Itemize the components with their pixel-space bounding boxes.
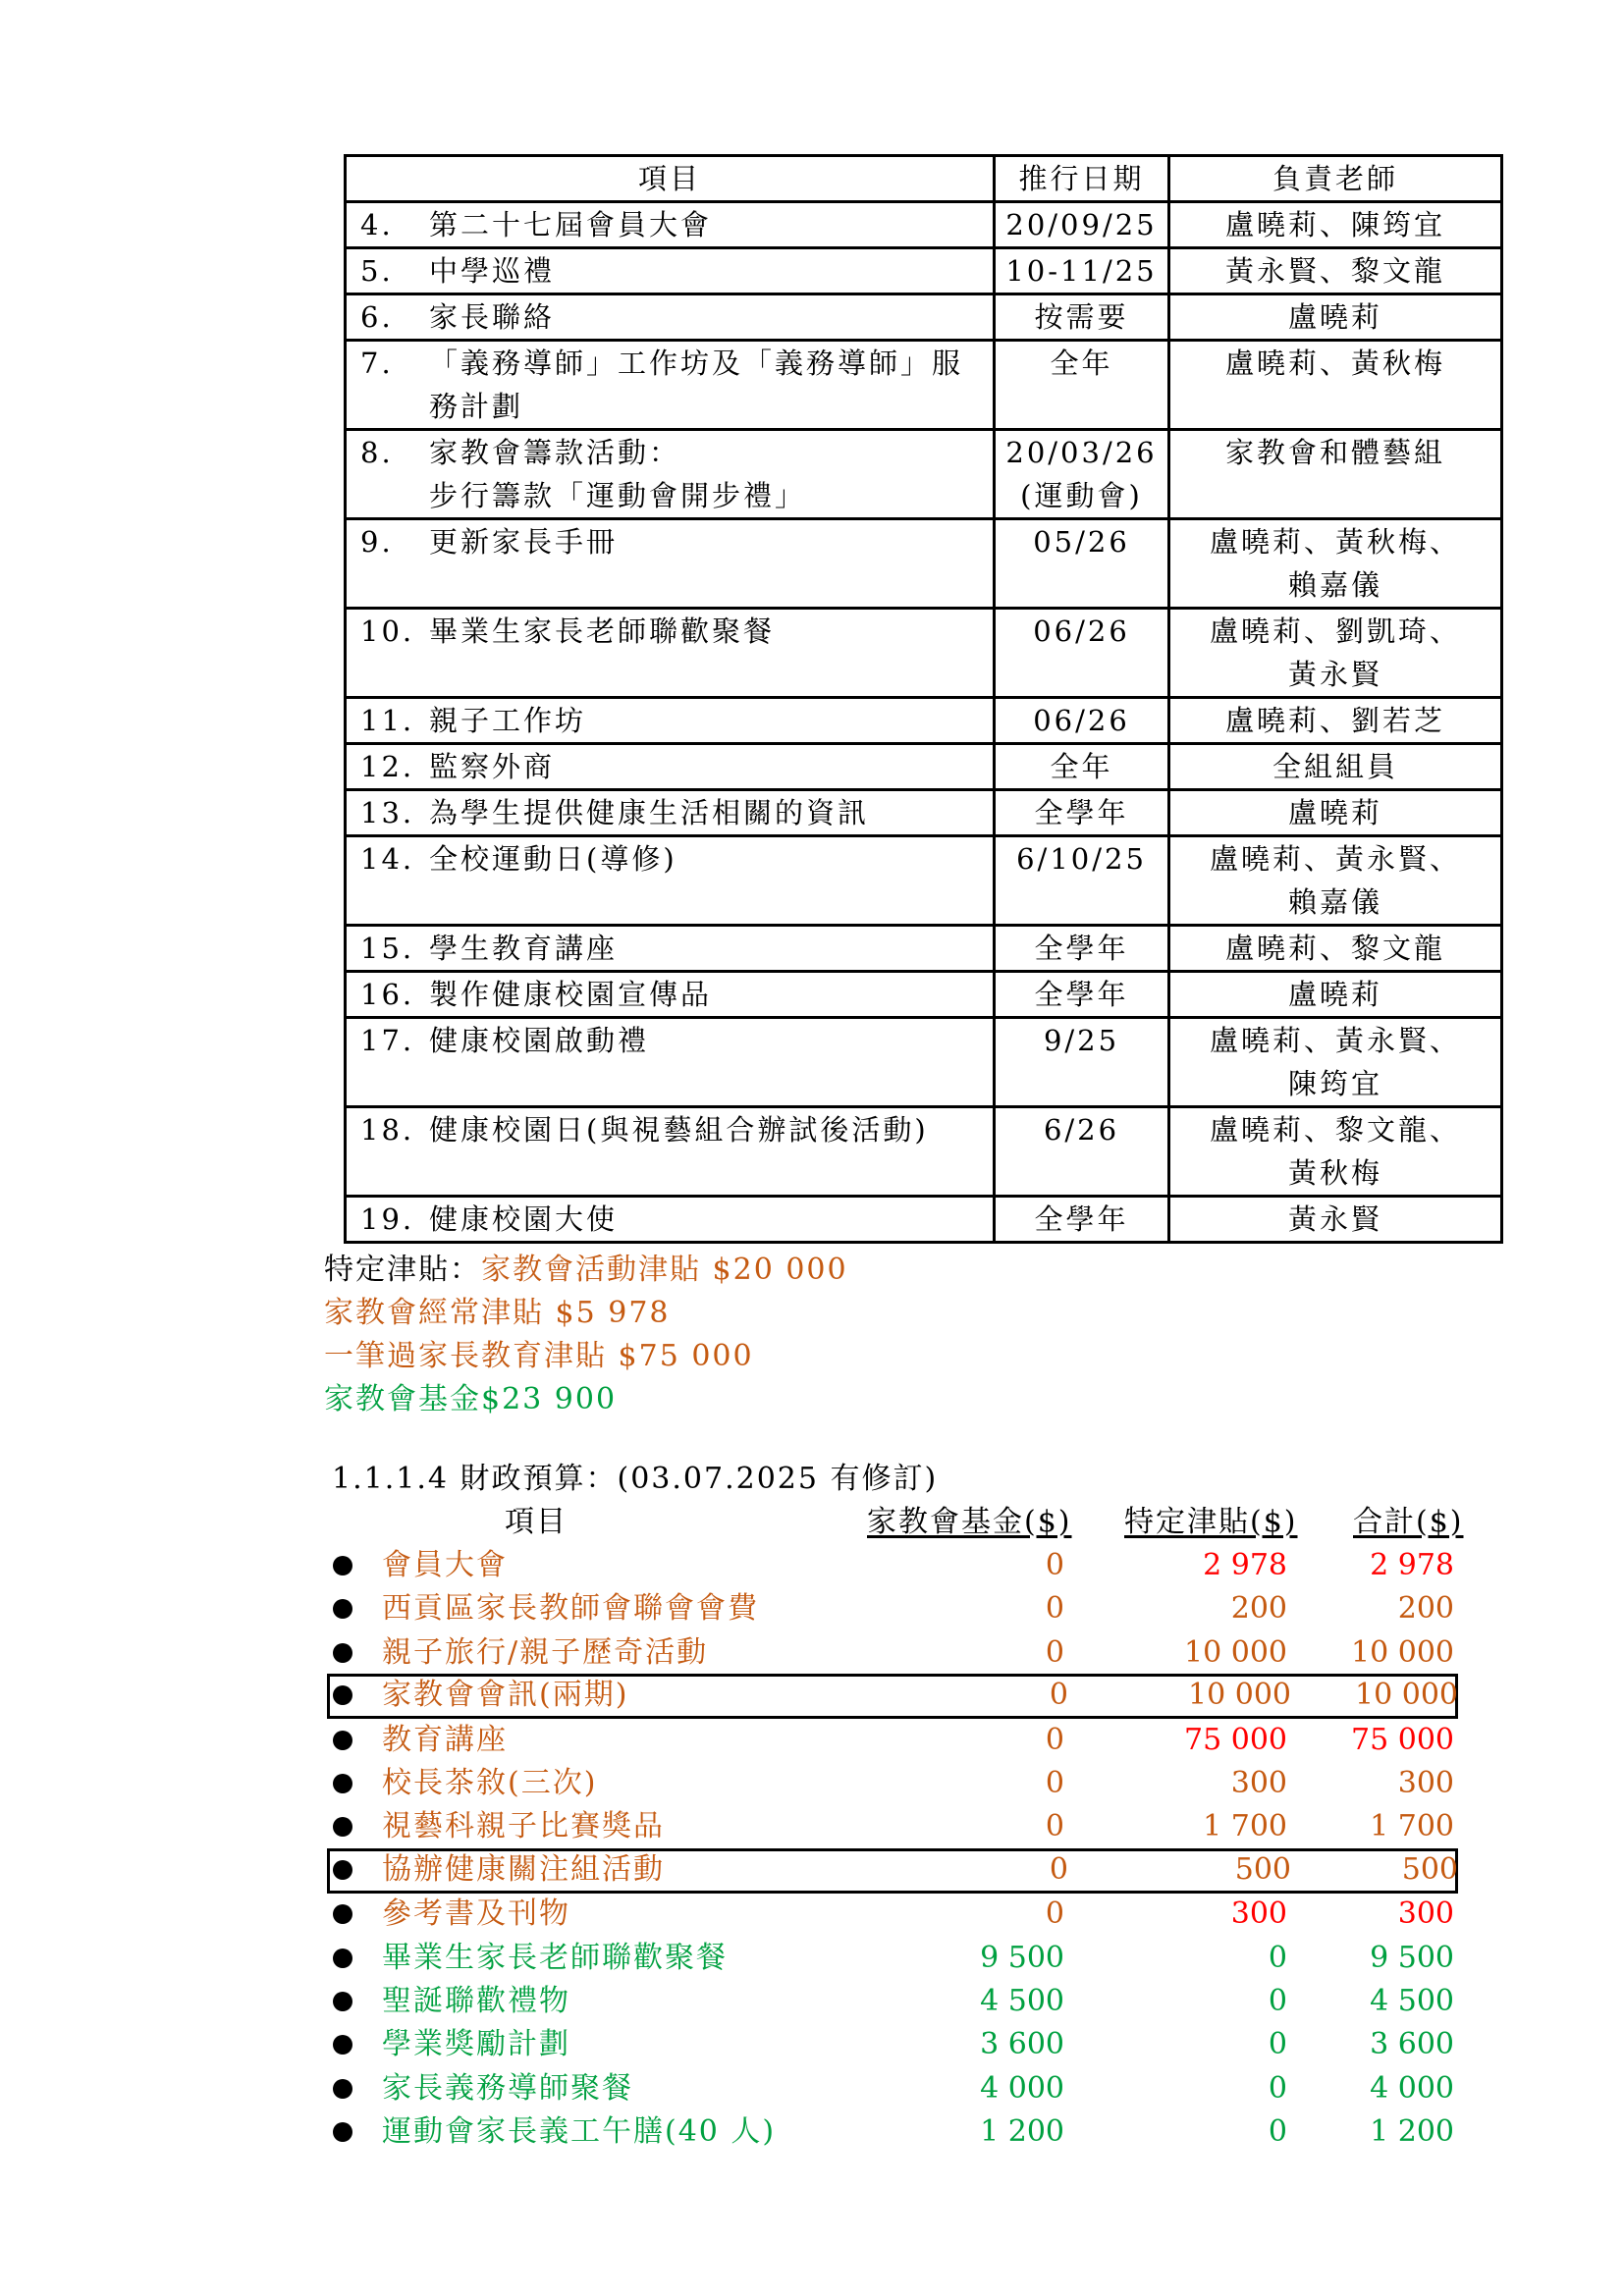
- schedule-teacher-line: 賴嘉儀: [1287, 568, 1382, 602]
- budget-item-name: 運動會家長義工午膳(40 人): [382, 2114, 777, 2150]
- budget-row: [327, 1719, 1454, 1762]
- bullet-icon: [333, 1860, 352, 1880]
- schedule-item-line: 健康校園日(與視藝組合辦試後活動): [429, 1113, 929, 1147]
- budget-subsidy-value: 10 000: [1188, 1678, 1291, 1713]
- schedule-item-cell: [346, 519, 995, 609]
- schedule-teacher-cell: [1169, 519, 1502, 609]
- budget-item-name: 參考書及刊物: [382, 1896, 570, 1932]
- budget-fund-value: 0: [1045, 1634, 1064, 1670]
- budget-row: [327, 1762, 1454, 1805]
- schedule-item-line: 步行籌款「運動會開步禮」: [429, 479, 807, 512]
- schedule-item-line: 製作健康校園宣傳品: [429, 978, 713, 1011]
- budget-row: [327, 1893, 1454, 1936]
- budget-fund-value: 4 000: [980, 2070, 1064, 2106]
- schedule-item-number: 12.: [360, 750, 415, 783]
- schedule-item-line: 健康校園啟動禮: [429, 1024, 650, 1057]
- schedule-item-line: 為學生提供健康生活相關的資訊: [429, 796, 870, 829]
- budget-row: [327, 2023, 1454, 2066]
- schedule-teacher-cell: [1169, 1107, 1502, 1197]
- bullet-icon: [333, 1599, 352, 1619]
- subsidy-pta-activity: 家教會活動津貼 $20 000: [481, 1253, 848, 1287]
- schedule-item-desc: [429, 203, 993, 246]
- schedule-teacher-cell: [1169, 202, 1502, 248]
- schedule-row: [346, 248, 1502, 294]
- budget-subsidy-value: 0: [1268, 2070, 1287, 2106]
- schedule-teacher-line: 賴嘉儀: [1287, 885, 1382, 919]
- schedule-date-line: 20/03/26: [1005, 436, 1158, 469]
- schedule-teacher-line: 盧曉莉、黎文龍、: [1209, 1113, 1461, 1147]
- schedule-item-number: 15.: [360, 932, 415, 965]
- schedule-date-line: 06/26: [1033, 704, 1130, 737]
- budget-fund-value: 0: [1045, 1548, 1064, 1582]
- budget-row: [327, 2067, 1454, 2110]
- budget-subsidy-value: 0: [1268, 1984, 1287, 2018]
- schedule-teacher-line: 盧曉莉: [1287, 978, 1382, 1011]
- budget-row: [327, 1937, 1454, 1980]
- schedule-teacher-line: 盧曉莉、黃永賢、: [1209, 842, 1461, 876]
- budget-item-name: 畢業生家長老師聯歡聚餐: [382, 1940, 728, 1975]
- budget-col-fund: 家教會基金($): [867, 1505, 1072, 1539]
- schedule-teacher-cell: [1169, 972, 1502, 1018]
- budget-fund-value: 0: [1049, 1851, 1068, 1887]
- budget-col-subsidy: 特定津貼($): [1124, 1505, 1298, 1539]
- budget-heading: 1.1.1.4 財政預算：(03.07.2025 有修訂): [332, 1462, 939, 1496]
- schedule-teacher-line: 盧曉莉、劉凱琦、: [1209, 614, 1461, 648]
- budget-item-name: 學業獎勵計劃: [382, 2027, 570, 2062]
- schedule-item-line: 親子工作坊: [429, 704, 587, 737]
- schedule-item-line: 家教會籌款活動：: [429, 436, 681, 469]
- budget-total-value: 4 500: [1370, 1984, 1454, 2018]
- budget-row: [327, 1805, 1454, 1848]
- schedule-row: [346, 698, 1502, 744]
- schedule-date-cell: [995, 609, 1169, 698]
- schedule-teacher-line: 盧曉莉、陳筠宜: [1224, 208, 1445, 241]
- schedule-item-number: 16.: [360, 978, 415, 1011]
- bullet-icon: [333, 1817, 352, 1837]
- budget-subsidy-value: 0: [1268, 1940, 1287, 1975]
- schedule-row: [346, 430, 1502, 519]
- schedule-item-desc: [429, 431, 993, 517]
- schedule-teacher-cell: [1169, 698, 1502, 744]
- schedule-teacher-line: 盧曉莉、黎文龍: [1224, 932, 1445, 965]
- schedule-date-line: 全年: [1050, 750, 1113, 783]
- schedule-item-line: 健康校園大使: [429, 1202, 619, 1236]
- schedule-teacher-cell: [1169, 926, 1502, 972]
- budget-total-value: 10 000: [1351, 1634, 1454, 1670]
- schedule-item-number: 17.: [360, 1024, 415, 1057]
- schedule-item-line: 更新家長手冊: [429, 525, 619, 559]
- budget-total-value: 1 700: [1370, 1809, 1454, 1844]
- schedule-teacher-cell: [1169, 1018, 1502, 1107]
- schedule-item-line: 務計劃: [429, 390, 524, 423]
- schedule-row: [346, 294, 1502, 341]
- subsidy-list: [324, 1249, 848, 1421]
- budget-row: [327, 1587, 1454, 1630]
- schedule-item-cell: [346, 926, 995, 972]
- schedule-item-cell: [346, 294, 995, 341]
- schedule-item-desc: [429, 791, 993, 834]
- schedule-item-cell: [346, 790, 995, 836]
- schedule-row: [346, 609, 1502, 698]
- budget-total-value: 9 500: [1370, 1940, 1454, 1975]
- schedule-date-cell: [995, 1197, 1169, 1243]
- bullet-icon: [333, 1643, 352, 1663]
- schedule-teacher-cell: [1169, 836, 1502, 926]
- bullet-icon: [333, 1556, 352, 1575]
- schedule-date-line: 05/26: [1033, 525, 1130, 559]
- schedule-item-number: 13.: [360, 796, 415, 829]
- schedule-date-cell: [995, 1018, 1169, 1107]
- schedule-teacher-line: 黃永賢: [1287, 1202, 1382, 1236]
- schedule-item-cell: [346, 744, 995, 790]
- schedule-date-line: 全學年: [1034, 932, 1129, 965]
- bullet-icon: [333, 2122, 352, 2142]
- schedule-row: [346, 836, 1502, 926]
- schedule-date-cell: [995, 294, 1169, 341]
- schedule-item-line: 中學巡禮: [429, 254, 556, 288]
- budget-row: [327, 2110, 1454, 2154]
- header-date: 推行日期: [995, 156, 1169, 202]
- schedule-item-line: 畢業生家長老師聯歡聚餐: [429, 614, 776, 648]
- budget-subsidy-value: 0: [1268, 2114, 1287, 2150]
- budget-row: [327, 1544, 1454, 1587]
- schedule-date-cell: [995, 790, 1169, 836]
- bullet-icon: [333, 1992, 352, 2011]
- budget-fund-value: 0: [1045, 1809, 1064, 1844]
- schedule-item-number: 10.: [360, 614, 415, 648]
- bullet-icon: [333, 1731, 352, 1750]
- schedule-item-desc: [429, 249, 993, 293]
- budget-col-total: 合計($): [1353, 1505, 1464, 1539]
- subsidy-one-off: 一筆過家長教育津貼 $75 000: [324, 1339, 754, 1373]
- schedule-item-desc: [429, 927, 993, 970]
- schedule-header-row: [346, 156, 1502, 202]
- schedule-item-line: 家長聯絡: [429, 300, 556, 334]
- schedule-date-line: 6/26: [1043, 1113, 1120, 1147]
- schedule-teacher-line: 盧曉莉: [1287, 300, 1382, 334]
- schedule-item-desc: [429, 699, 993, 742]
- budget-item-name: 西貢區家長教師會聯會會費: [382, 1591, 759, 1627]
- schedule-item-cell: [346, 698, 995, 744]
- budget-subsidy-value: 1 700: [1203, 1809, 1287, 1844]
- schedule-date-line: 20/09/25: [1005, 208, 1158, 241]
- budget-item-name: 教育講座: [382, 1722, 508, 1757]
- schedule-item-desc: [429, 837, 993, 881]
- schedule-teacher-line: 家教會和體藝組: [1224, 436, 1445, 469]
- bullet-icon: [333, 1949, 352, 1968]
- budget-total-value: 4 000: [1370, 2070, 1454, 2106]
- subsidy-pta-recurrent: 家教會經常津貼 $5 978: [324, 1296, 671, 1330]
- budget-subsidy-value: 300: [1230, 1766, 1287, 1800]
- budget-item-name: 家教會會訊(兩期): [382, 1678, 629, 1713]
- subsidy-pta-fund: 家教會基金$23 900: [324, 1382, 618, 1416]
- schedule-date-line: 9/25: [1043, 1024, 1120, 1057]
- schedule-item-line: 全校運動日(導修): [429, 842, 677, 876]
- budget-subsidy-value: 200: [1230, 1591, 1287, 1627]
- schedule-teacher-cell: [1169, 294, 1502, 341]
- schedule-date-cell: [995, 926, 1169, 972]
- bullet-icon: [333, 1774, 352, 1793]
- schedule-item-number: 8.: [360, 436, 394, 469]
- schedule-item-cell: [346, 609, 995, 698]
- schedule-row: [346, 1018, 1502, 1107]
- schedule-item-cell: [346, 341, 995, 430]
- budget-subsidy-value: 2 978: [1203, 1548, 1287, 1582]
- schedule-item-cell: [346, 1197, 995, 1243]
- budget-row: [327, 1631, 1454, 1675]
- schedule-teacher-line: 黃秋梅: [1287, 1156, 1382, 1190]
- schedule-item-desc: [429, 520, 993, 563]
- bullet-icon: [333, 2035, 352, 2055]
- header-teacher: 負責老師: [1169, 156, 1502, 202]
- schedule-item-desc: [429, 295, 993, 339]
- schedule-item-number: 14.: [360, 842, 415, 876]
- schedule-date-line: 全學年: [1034, 1202, 1129, 1236]
- budget-item-name: 家長義務導師聚餐: [382, 2070, 633, 2106]
- schedule-row: [346, 972, 1502, 1018]
- budget-total-value: 200: [1397, 1591, 1454, 1627]
- schedule-teacher-cell: [1169, 790, 1502, 836]
- schedule-teacher-cell: [1169, 248, 1502, 294]
- budget-row: [327, 1848, 1458, 1894]
- budget-total-value: 300: [1397, 1896, 1454, 1932]
- budget-item-name: 聖誕聯歡禮物: [382, 1984, 570, 2018]
- budget-col-item: 項目: [505, 1505, 568, 1539]
- budget-total-value: 500: [1401, 1851, 1458, 1887]
- schedule-row: [346, 1107, 1502, 1197]
- budget-item-name: 協辦健康關注組活動: [382, 1851, 665, 1887]
- budget-total-value: 10 000: [1355, 1678, 1458, 1713]
- budget-total-value: 3 600: [1370, 2027, 1454, 2062]
- schedule-teacher-line: 盧曉莉、劉若芝: [1224, 704, 1445, 737]
- budget-fund-value: 0: [1045, 1591, 1064, 1627]
- schedule-item-cell: [346, 1018, 995, 1107]
- budget-total-value: 1 200: [1370, 2114, 1454, 2150]
- schedule-row: [346, 926, 1502, 972]
- schedule-teacher-line: 盧曉莉、黃秋梅、: [1209, 525, 1461, 559]
- schedule-item-number: 18.: [360, 1113, 415, 1147]
- schedule-item-desc: [429, 745, 993, 788]
- schedule-row: [346, 519, 1502, 609]
- schedule-teacher-line: 盧曉莉、黃秋梅: [1224, 347, 1445, 380]
- schedule-item-line: 第二十七屆會員大會: [429, 208, 713, 241]
- schedule-item-number: 5.: [360, 254, 394, 288]
- schedule-item-desc: [429, 610, 993, 653]
- schedule-teacher-line: 盧曉莉: [1287, 796, 1382, 829]
- schedule-item-number: 11.: [360, 704, 415, 737]
- budget-total-value: 2 978: [1370, 1548, 1454, 1582]
- schedule-item-number: 7.: [360, 347, 394, 380]
- schedule-item-cell: [346, 248, 995, 294]
- schedule-date-cell: [995, 202, 1169, 248]
- schedule-date-line: (運動會): [1020, 479, 1143, 512]
- schedule-date-cell: [995, 248, 1169, 294]
- schedule-teacher-cell: [1169, 430, 1502, 519]
- subsidy-prefix: 特定津貼：: [324, 1253, 481, 1287]
- schedule-date-line: 按需要: [1034, 300, 1129, 334]
- schedule-date-cell: [995, 744, 1169, 790]
- schedule-item-cell: [346, 972, 995, 1018]
- budget-item-name: 校長茶敘(三次): [382, 1766, 598, 1800]
- schedule-item-desc: [429, 1108, 993, 1151]
- schedule-teacher-line: 黃永賢、黎文龍: [1224, 254, 1445, 288]
- subsidy-line-activity: [324, 1249, 848, 1292]
- schedule-date-cell: [995, 698, 1169, 744]
- schedule-item-cell: [346, 836, 995, 926]
- schedule-item-line: 「義務導師」工作坊及「義務導師」服: [429, 347, 964, 380]
- schedule-item-desc: [429, 1019, 993, 1062]
- schedule-date-cell: [995, 341, 1169, 430]
- schedule-teacher-cell: [1169, 1197, 1502, 1243]
- bullet-icon: [333, 1685, 352, 1705]
- budget-total-value: 75 000: [1351, 1722, 1454, 1757]
- schedule-teacher-line: 陳筠宜: [1287, 1067, 1382, 1100]
- budget-fund-value: 4 500: [980, 1984, 1064, 2018]
- budget-item-name: 視藝科親子比賽獎品: [382, 1809, 665, 1844]
- budget-subsidy-value: 75 000: [1184, 1722, 1287, 1757]
- schedule-item-desc: [429, 342, 993, 428]
- schedule-item-number: 19.: [360, 1202, 415, 1236]
- schedule-body: [346, 202, 1502, 1243]
- budget-fund-value: 9 500: [980, 1940, 1064, 1975]
- budget-subsidy-value: 300: [1230, 1896, 1287, 1932]
- budget-subsidy-value: 500: [1234, 1851, 1291, 1887]
- bullet-icon: [333, 1904, 352, 1924]
- schedule-row: [346, 341, 1502, 430]
- schedule-date-cell: [995, 430, 1169, 519]
- budget-fund-value: 0: [1045, 1766, 1064, 1800]
- schedule-item-desc: [429, 1198, 993, 1241]
- schedule-date-line: 6/10/25: [1016, 842, 1147, 876]
- schedule-date-cell: [995, 972, 1169, 1018]
- schedule-date-cell: [995, 519, 1169, 609]
- schedule-teacher-line: 全組組員: [1272, 750, 1398, 783]
- budget-total-value: 300: [1397, 1766, 1454, 1800]
- schedule-item-cell: [346, 430, 995, 519]
- budget-fund-value: 3 600: [980, 2027, 1064, 2062]
- budget-fund-value: 0: [1045, 1896, 1064, 1932]
- schedule-row: [346, 744, 1502, 790]
- schedule-teacher-line: 盧曉莉、黃永賢、: [1209, 1024, 1461, 1057]
- budget-subsidy-value: 0: [1268, 2027, 1287, 2062]
- schedule-date-line: 全年: [1050, 347, 1113, 380]
- schedule-item-line: 監察外商: [429, 750, 556, 783]
- schedule-item-number: 6.: [360, 300, 394, 334]
- budget-row: [327, 1980, 1454, 2023]
- header-item: 項目: [346, 156, 995, 202]
- schedule-item-number: 4.: [360, 208, 394, 241]
- schedule-item-number: 9.: [360, 525, 394, 559]
- schedule-item-desc: [429, 973, 993, 1016]
- schedule-date-line: 全學年: [1034, 978, 1129, 1011]
- schedule-row: [346, 1197, 1502, 1243]
- budget-fund-value: 0: [1045, 1722, 1064, 1757]
- budget-fund-value: 1 200: [980, 2114, 1064, 2150]
- budget-fund-value: 0: [1049, 1678, 1068, 1713]
- schedule-date-cell: [995, 1107, 1169, 1197]
- schedule-row: [346, 790, 1502, 836]
- budget-row: [327, 1674, 1458, 1719]
- schedule-date-cell: [995, 836, 1169, 926]
- schedule-teacher-line: 黃永賢: [1287, 658, 1382, 691]
- schedule-item-line: 學生教育講座: [429, 932, 619, 965]
- schedule-item-cell: [346, 202, 995, 248]
- schedule-teacher-cell: [1169, 744, 1502, 790]
- budget-item-name: 親子旅行/親子歷奇活動: [382, 1634, 709, 1670]
- schedule-teacher-cell: [1169, 341, 1502, 430]
- schedule-date-line: 06/26: [1033, 614, 1130, 648]
- schedule-item-cell: [346, 1107, 995, 1197]
- schedule-date-line: 10-11/25: [1005, 254, 1158, 288]
- schedule-teacher-cell: [1169, 609, 1502, 698]
- schedule-table: [344, 154, 1503, 1244]
- schedule-date-line: 全學年: [1034, 796, 1129, 829]
- schedule-row: [346, 202, 1502, 248]
- budget-item-name: 會員大會: [382, 1548, 508, 1582]
- budget-subsidy-value: 10 000: [1184, 1634, 1287, 1670]
- bullet-icon: [333, 2079, 352, 2099]
